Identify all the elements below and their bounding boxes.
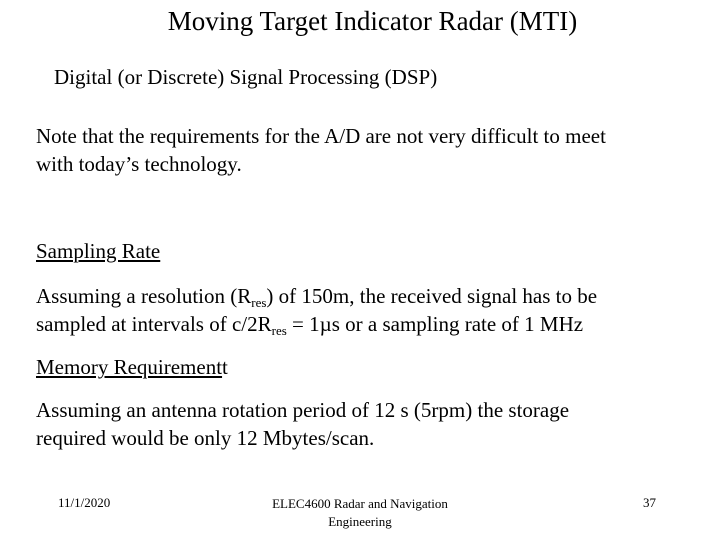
- footer-course: [220, 495, 500, 531]
- sampling-line-2: [36, 310, 597, 338]
- memory-requirement-heading: [36, 353, 228, 381]
- footer-course-line-2: Engineering: [328, 514, 392, 529]
- memory-line-1: Assuming an antenna rotation period of 12 s (5rpm) the storage: [36, 398, 570, 422]
- memory-heading-underlined: Memory Requirement: [36, 355, 223, 379]
- footer-date: 11/1/2020: [58, 495, 111, 510]
- memory-paragraph: [36, 396, 569, 452]
- sampling-line-2-end: = 1µs or a sampling rate of 1 MHz: [286, 312, 584, 336]
- sampling-paragraph: [36, 282, 597, 338]
- slide-title: Moving Target Indicator Radar (MTI): [167, 6, 578, 36]
- note-line-2: with today’s technology.: [36, 152, 242, 176]
- memory-line-2: required would be only 12 Mbytes/scan.: [36, 426, 375, 450]
- res-subscript: res: [271, 323, 287, 338]
- sampling-rate-heading-text: Sampling Rate: [36, 239, 161, 263]
- note-line-1: Note that the requirements for the A/D are not very difficult to meet: [36, 124, 606, 148]
- sampling-line-1-end: ) of 150m, the received signal has to be: [266, 284, 598, 308]
- res-subscript: res: [251, 295, 267, 310]
- footer-page-number: 37: [643, 495, 656, 510]
- slide-subtitle: Digital (or Discrete) Signal Processing (DSP): [54, 65, 438, 89]
- sampling-line-1-start: Assuming a resolution (R: [36, 284, 252, 308]
- sampling-rate-heading: [36, 237, 160, 265]
- memory-heading-tail: t: [222, 355, 228, 379]
- note-paragraph: [36, 122, 606, 178]
- footer-course-line-1: ELEC4600 Radar and Navigation: [272, 496, 448, 511]
- sampling-line-1: [36, 282, 597, 310]
- sampling-line-2-start: sampled at intervals of c/2R: [36, 312, 272, 336]
